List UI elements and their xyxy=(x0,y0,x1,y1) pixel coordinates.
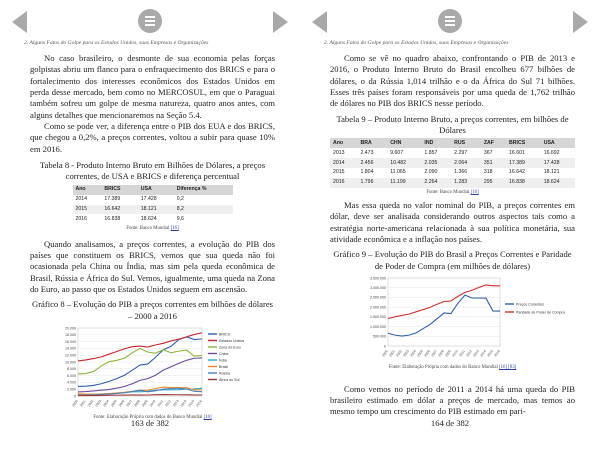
right-content xyxy=(330,53,575,418)
x-tick-label: 2007 xyxy=(430,349,438,358)
table-cell: 0,2 xyxy=(176,196,184,203)
x-tick-label: 2004 xyxy=(409,349,417,358)
table-cell: 1.366 xyxy=(454,169,468,176)
x-tick-label: 2003 xyxy=(402,349,410,358)
table-row xyxy=(73,205,233,215)
x-tick-label: 2008 xyxy=(133,399,141,408)
x-tick-label: 2012 xyxy=(465,349,473,358)
x-tick-label: 2008 xyxy=(437,349,445,358)
prev-page-icon[interactable] xyxy=(12,11,27,33)
paragraph: Como se vê no quadro abaixo, confrontando o PIB de 2013 e 2016, o Produto Interno Bruto do Brasil encolheu 677 bilhões de dólares, o da Rússia 1,014 trilhão e o da África do Sul 71 bilhões. Esses três países foram responsáveis por uma queda de 1,762 trilhão de dólares no PIB dos BRICS nesse período. xyxy=(330,53,575,109)
x-tick-label: 2016 xyxy=(195,399,203,408)
legend-label: BRICS xyxy=(219,332,230,337)
table-header-cell: USA xyxy=(541,138,575,148)
table-cell: 2014 xyxy=(330,158,357,168)
table-cell: 17.428 xyxy=(140,196,157,203)
source-link[interactable]: [16] xyxy=(470,189,479,195)
table-source xyxy=(30,226,275,232)
source-text: Fonte: Banco Mundial xyxy=(126,226,170,232)
gdp-country-table xyxy=(330,138,575,187)
paragraph: No caso brasileiro, o desmonte de sua economia pelas forças golpistas abriu um flanco para o enfraquecimento dos BRICS e para o fortalecimento dos interesses econômicos dos Estados Unidos em perda desse mercado, bem como no MERCOSUL, em que o Paraguai também sofreu um golpe de mesma natureza, quatro anos antes, com alguns detalhes que mencionaremos na Seção 5.4. xyxy=(30,53,275,120)
table-source xyxy=(330,190,575,196)
table-row xyxy=(73,195,233,205)
paragraph: Mas essa queda no valor nominal do PIB, a preços correntes em dólar, deve ser analisada considerando outros aspectos tais como a estratégia norte-americana relacionada à sua política monetária, sua atividade econômica e a inflação nos países. xyxy=(330,200,575,245)
x-tick-label: 2013 xyxy=(472,349,480,358)
x-tick-label: 2006 xyxy=(423,349,431,358)
y-tick-label: 500.000 xyxy=(373,334,386,339)
table-row xyxy=(330,148,575,158)
table-cell: 17.389 xyxy=(104,196,121,203)
y-tick-label: 2.000 xyxy=(67,387,76,392)
table-cell: 295 xyxy=(481,178,506,188)
table-cell: 2016 xyxy=(75,215,88,222)
table-cell: 11.199 xyxy=(387,178,421,188)
x-tick-label: 2002 xyxy=(395,349,403,358)
y-tick-label: 4.000 xyxy=(67,380,76,385)
table-cell: 16.692 xyxy=(543,149,560,156)
x-tick-label: 2005 xyxy=(110,399,118,408)
table-header-cell: Ano xyxy=(330,138,357,148)
x-tick-label: 2010 xyxy=(148,399,157,408)
table-cell: 11.065 xyxy=(390,169,406,176)
x-tick-label: 2001 xyxy=(388,349,396,358)
gdp-table xyxy=(73,185,233,224)
table-header-cell: Diferença % xyxy=(174,185,233,195)
x-tick-label: 2016 xyxy=(493,349,501,358)
y-tick-label: 0 xyxy=(74,394,76,399)
x-tick-label: 2011 xyxy=(458,349,466,358)
x-tick-label: 2010 xyxy=(451,349,459,358)
x-tick-label: 2011 xyxy=(156,399,165,408)
table-header-cell: IND xyxy=(421,138,451,148)
y-tick-label: 8.000 xyxy=(67,367,76,372)
table-cell: 16.838 xyxy=(506,178,541,188)
table-header-cell: RUS xyxy=(451,138,481,148)
left-nav-bar xyxy=(0,7,300,37)
table-cell: 318 xyxy=(483,169,493,176)
table-cell: 367 xyxy=(483,149,493,156)
y-tick-label: 12.000 xyxy=(65,353,76,358)
legend-label: Rússia xyxy=(219,371,230,376)
x-tick-label: 2012 xyxy=(164,399,172,408)
table-row xyxy=(73,214,233,224)
table-cell: 16.838 xyxy=(104,215,121,222)
x-tick-label: 2001 xyxy=(79,399,87,408)
page-number: 164 de 382 xyxy=(430,418,470,428)
source-text: Fonte: Elaboração Própria com dados do Banco Mundial xyxy=(93,415,203,421)
table-cell: 9,6 xyxy=(176,215,184,222)
brazil-gdp-chart xyxy=(330,274,575,362)
legend-label: África do Sul xyxy=(219,377,240,382)
y-tick-label: 18.000 xyxy=(65,333,76,338)
y-tick-label: 1.000.000 xyxy=(370,324,386,329)
table-cell: 1.796 xyxy=(357,178,387,188)
table-header-cell: Ano xyxy=(73,185,102,195)
running-head: 2. Alguns Fatos do Golpe para os Estados Unidos, suas Empresas e Organizações xyxy=(24,40,209,46)
source-link[interactable]: [16] [83] xyxy=(499,365,517,371)
x-tick-label: 2014 xyxy=(179,399,188,408)
page-number: 163 de 382 xyxy=(130,418,170,428)
table-cell: 16.642 xyxy=(101,205,137,215)
chart-caption: Gráfico 8 – Evolução do PIB a preços correntes em bilhões de dólares – 2000 a 2016 xyxy=(31,299,274,321)
x-tick-label: 2009 xyxy=(444,349,452,358)
table-cell: 8,2 xyxy=(174,205,233,215)
table-cell: 351 xyxy=(481,158,506,168)
table-header-cell: USA xyxy=(138,185,174,195)
source-link[interactable]: [16] xyxy=(170,226,179,232)
left-content xyxy=(30,53,275,422)
y-tick-label: 14.000 xyxy=(65,346,76,351)
x-tick-label: 2013 xyxy=(172,399,180,408)
prev-page-icon[interactable] xyxy=(312,11,327,33)
table-cell: 2.090 xyxy=(424,169,438,176)
table-cell: 16.642 xyxy=(509,169,525,176)
x-tick-label: 2003 xyxy=(94,399,103,408)
legend-label: Brasil xyxy=(219,364,228,369)
table-cell: 18.121 xyxy=(138,205,174,215)
table-cell: 18.624 xyxy=(140,215,157,222)
chart-source xyxy=(330,365,575,371)
table-cell: 18.624 xyxy=(541,178,575,188)
paragraph: Como se pode ver, a diferença entre o PIB dos EUA e dos BRICS, que chegou a 0,2%, a preços correntes, voltou a subir para quase 10% em 2016. xyxy=(30,121,275,154)
table-cell: 2.035 xyxy=(421,158,451,168)
chart-caption: Gráfico 9 – Evolução do PIB do Brasil a Preços Correntes e Paridade de Poder de Compra (em milhões de dólares) xyxy=(333,249,572,271)
table-cell: 1.283 xyxy=(451,178,481,188)
table-cell: 2014 xyxy=(75,196,88,203)
table-cell: 10.482 xyxy=(387,158,421,168)
next-page-icon[interactable] xyxy=(573,11,588,33)
table-cell: 2.456 xyxy=(357,158,387,168)
x-tick-label: 2015 xyxy=(187,399,196,408)
table-cell: 17.428 xyxy=(541,158,575,168)
y-tick-label: 3.000.000 xyxy=(370,286,386,291)
table-header-cell: BRA xyxy=(357,138,387,148)
x-tick-label: 2009 xyxy=(141,399,149,408)
table-cell: 1.857 xyxy=(424,149,438,156)
table-row xyxy=(330,168,575,178)
table-cell: 2015 xyxy=(333,169,345,176)
menu-icon[interactable] xyxy=(138,9,162,33)
x-tick-label: 2006 xyxy=(117,399,126,408)
x-tick-label: 2014 xyxy=(479,349,487,358)
table-cell: 2.264 xyxy=(421,178,451,188)
table-cell: 2.064 xyxy=(451,158,481,168)
paragraph: Quando analisamos, a preços correntes, a evolução do PIB dos países que constituem os BRICS, vemos que sua queda não foi ocasionada pela China ou Índia, mas sim pela queda econômica de Brasil, Rússia e África do Sul. Vemos, igualmente, uma queda na Zona do Euro, ao passo que os Estados Unidos seguem em ascensão. xyxy=(30,238,275,294)
table-header-cell: CHN xyxy=(387,138,421,148)
table-cell: 2016 xyxy=(330,178,357,188)
x-tick-label: 2007 xyxy=(125,399,134,408)
table-header-cell: ZAF xyxy=(481,138,506,148)
table-header-cell: BRICS xyxy=(101,185,137,195)
table-caption: Tabela 9 – Produto Interno Bruto, a preços correntes, em bilhões de Dólares xyxy=(336,113,569,136)
legend-label: China xyxy=(219,351,229,356)
y-tick-label: 2.000.000 xyxy=(370,305,386,310)
table-cell: 1.804 xyxy=(360,169,374,176)
y-tick-label: 10.000 xyxy=(65,360,76,365)
y-tick-label: 20.000 xyxy=(65,326,76,331)
y-tick-label: 1.500.000 xyxy=(370,315,386,320)
gdp-line-chart xyxy=(30,324,275,412)
legend-label: Preços Correntes xyxy=(516,302,544,307)
right-nav-bar xyxy=(300,7,600,37)
table-cell: 9.607 xyxy=(390,149,404,156)
x-tick-label: 2015 xyxy=(486,349,494,358)
source-text: Fonte: Elaboração Própria com dados do Banco Mundial xyxy=(388,365,498,371)
next-page-icon[interactable] xyxy=(273,11,288,33)
y-tick-label: 6.000 xyxy=(67,373,76,378)
running-head: 2. Alguns Fatos do Golpe para os Estados Unidos, suas Empresas e Organizações xyxy=(324,40,509,46)
table-cell: 2013 xyxy=(333,149,345,156)
legend-label: Paridade de Poder de Compra xyxy=(516,310,565,315)
y-tick-label: 3.500.000 xyxy=(370,276,386,281)
table-cell: 17.389 xyxy=(506,158,541,168)
table-cell: 16.601 xyxy=(509,149,525,156)
y-tick-label: 2.500.000 xyxy=(370,295,386,300)
table-row xyxy=(330,178,575,188)
table-cell: 2015 xyxy=(73,205,102,215)
x-tick-label: 2004 xyxy=(102,399,110,408)
table-cell: 18.121 xyxy=(543,169,560,176)
y-tick-label: 0 xyxy=(384,344,386,349)
x-tick-label: 2000 xyxy=(71,399,79,408)
x-tick-label: 2005 xyxy=(416,349,424,358)
legend-label: Índia xyxy=(219,358,227,363)
table-caption: Tabela 8 - Produto Interno Bruto em Bilhões de Dólares, a preços correntes, de USA e BRICS e diferença percentual xyxy=(39,160,266,182)
table-header-cell: BRICS xyxy=(506,138,541,148)
legend-label: Zona do Euro xyxy=(219,345,241,350)
y-tick-label: 16.000 xyxy=(65,339,76,344)
paragraph: Como vemos no período de 2011 a 2014 há uma queda do PIB brasileiro estimado em dólar a preços de mercado, mas temos ao mesmo tempo um crescimento do PIB estimado em pari- xyxy=(330,383,575,417)
x-tick-label: 2002 xyxy=(86,399,95,408)
menu-icon[interactable] xyxy=(438,9,462,33)
source-text: Fonte: Banco Mundial xyxy=(426,189,470,195)
legend-label: Estados Unidos xyxy=(219,338,245,343)
x-tick-label: 2000 xyxy=(381,349,389,358)
source-link[interactable]: [16] xyxy=(203,415,212,421)
table-cell: 2.297 xyxy=(454,149,468,156)
right-page xyxy=(300,0,600,450)
table-cell: 2.473 xyxy=(360,149,374,156)
table-row xyxy=(330,158,575,168)
